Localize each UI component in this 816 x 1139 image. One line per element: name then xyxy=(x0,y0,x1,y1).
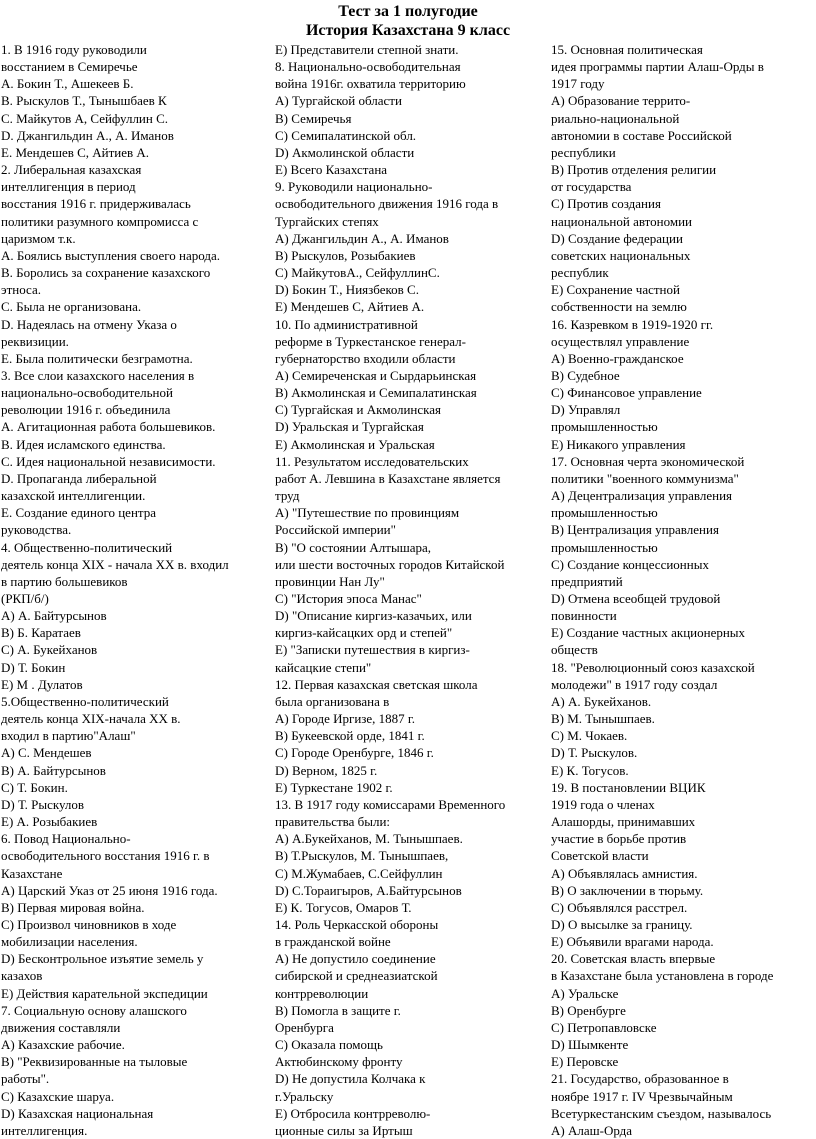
text-line: A) Городе Иргизе, 1887 г. xyxy=(275,711,416,727)
page-title: Тест за 1 полугодие xyxy=(338,3,478,20)
text-line: повинности xyxy=(551,608,617,624)
text-line: восстания 1916 г. придерживалась xyxy=(1,196,191,212)
text-line: E) А. Розыбакиев xyxy=(1,814,98,830)
text-line: 8. Национально-освободительная xyxy=(275,59,461,75)
text-line: казахов xyxy=(1,968,43,984)
text-line: 6. Повод Национально- xyxy=(1,831,131,847)
text-line: промышленностью xyxy=(551,539,658,555)
text-line: C. Майкутов А, Сейфуллин С. xyxy=(1,110,169,126)
text-line: собственности на землю xyxy=(551,299,687,315)
text-line: E) Всего Казахстана xyxy=(275,162,388,178)
text-line: Алашорды, принимавших xyxy=(551,814,696,830)
text-line: ционные силы за Иртыш xyxy=(275,1122,413,1138)
text-line: освободительного движения 1916 года в xyxy=(275,196,499,212)
text-line: C) Оказала помощь xyxy=(275,1037,383,1053)
text-line: A) Не допустило соединение xyxy=(275,951,436,967)
text-line: Актюбинскому фронту xyxy=(275,1054,403,1070)
text-line: A) Тургайской области xyxy=(275,93,402,109)
text-line: кайсацкие степи" xyxy=(275,659,372,675)
text-line: D) Шымкенте xyxy=(551,1037,629,1053)
text-line: 12. Первая казахская светская школа xyxy=(275,676,478,692)
text-line: C) Объявлялся расстрел. xyxy=(551,899,688,915)
text-line: B) Первая мировая война. xyxy=(1,899,145,915)
text-line: 15. Основная политическая xyxy=(551,42,703,57)
text-line: A) Царский Указ от 25 июня 1916 года. xyxy=(1,882,218,898)
text-line: B) О заключении в тюрьму. xyxy=(551,882,704,898)
column-right xyxy=(551,41,815,1139)
text-line: D) Уральская и Тургайская xyxy=(275,419,424,435)
text-line: 2. Либеральная казахская xyxy=(1,162,142,178)
text-line: участие в борьбе против xyxy=(551,831,687,847)
text-line: D) "Описание киргиз-казачьих, или xyxy=(275,608,472,624)
text-line: D) О высылке за границу. xyxy=(551,916,693,932)
text-line: советских национальных xyxy=(551,247,691,263)
text-line: A. Бокин Т., Ашекеев Б. xyxy=(1,76,134,92)
text-line: риально-национальной xyxy=(551,110,680,126)
text-line: D) Управлял xyxy=(551,402,621,418)
text-line: Российской империи" xyxy=(275,522,396,538)
column-middle xyxy=(275,41,550,1139)
text-line: этноса. xyxy=(1,282,41,298)
text-line: правительства были: xyxy=(275,814,391,830)
text-line: предприятий xyxy=(551,573,623,589)
text-line: B) Семиречья xyxy=(275,110,352,126)
text-line: осуществлял управление xyxy=(551,333,690,349)
text-line: восстанием в Семиречье xyxy=(1,59,138,75)
text-line: E) Никакого управления xyxy=(551,436,686,452)
text-line: B) "О состоянии Алтышара, xyxy=(275,539,432,555)
text-line: B) Централизация управления xyxy=(551,522,719,538)
text-line: E) М . Дулатов xyxy=(1,676,83,692)
text-line: в гражданской войне xyxy=(275,934,391,950)
text-line: C) Петропавловске xyxy=(551,1019,657,1035)
text-line: 14. Роль Черкасской обороны xyxy=(275,916,439,932)
text-line: 20. Советская власть впервые xyxy=(551,951,716,967)
text-line: D) Отмена всеобщей трудовой xyxy=(551,591,721,606)
text-line: C) Казахские шаруа. xyxy=(1,1088,115,1104)
text-line: работ А. Левшина в Казахстане является xyxy=(275,470,501,486)
text-line: 16. Казревком в 1919-1920 гг. xyxy=(551,316,714,332)
text-line: руководства. xyxy=(1,522,72,538)
text-line: реформе в Туркестанское генерал- xyxy=(275,333,466,349)
text-line: B) Акмолинская и Семипалатинская xyxy=(275,385,477,401)
text-line: B. Рыскулов Т., Тынышбаев К xyxy=(1,93,167,109)
text-line: E) Акмолинская и Уральская xyxy=(275,436,435,452)
text-line: D) Бесконтрольное изъятие земель у xyxy=(1,951,204,967)
text-line: 7. Социальную основу алашского xyxy=(1,1002,187,1018)
text-line: D) Верном, 1825 г. xyxy=(275,762,378,778)
text-line: 1919 года о членах xyxy=(551,796,655,812)
text-line: киргиз-кайсацких орд и степей" xyxy=(275,625,453,641)
text-line: A) Казахские рабочие. xyxy=(1,1037,125,1053)
text-line: D) Бокин Т., Ниязбеков С. xyxy=(275,282,419,298)
text-line: A) Семиреченская и Сырдарьинская xyxy=(275,367,477,383)
text-line: B) А. Байтурсынов xyxy=(1,762,106,778)
text-line: E) Объявили врагами народа. xyxy=(551,934,714,950)
text-line: в Казахстане была установлена в городе xyxy=(551,968,774,984)
text-line: освободительного восстания 1916 г. в xyxy=(1,848,210,864)
text-line: деятель конца XIX - начала XX в. входил xyxy=(1,556,229,572)
text-line: B) Т.Рыскулов, М. Тынышпаев, xyxy=(275,848,449,864)
text-line: C) Финансовое управление xyxy=(551,385,702,401)
text-line: революции 1916 г. объединила xyxy=(1,402,171,418)
text-line: D) Т. Рыскулов xyxy=(1,796,85,812)
text-line: E) Туркестане 1902 г. xyxy=(275,779,393,795)
text-line: 10. По административной xyxy=(275,316,418,332)
text-line: E) Представители степной знати. xyxy=(275,42,459,57)
text-line: интеллигенция в период xyxy=(1,179,136,195)
text-line: D) Казахская национальная xyxy=(1,1105,154,1121)
text-line: Казахстане xyxy=(1,865,63,881)
text-line: A) Джангильдин А., А. Иманов xyxy=(275,230,449,246)
text-line: A) А. Букейханов. xyxy=(551,693,652,709)
text-line: D. Пропаганда либеральной xyxy=(1,470,157,486)
text-line: C) М.Жумабаев, С.Сейфуллин xyxy=(275,865,443,881)
text-line: E) К. Тогусов. xyxy=(551,762,629,778)
text-line: A) "Путешествие по провинциям xyxy=(275,505,460,521)
text-line: E) Действия карательной экспедиции xyxy=(1,985,208,1001)
text-line: идея программы партии Алаш-Орды в xyxy=(551,59,764,75)
text-line: г.Уральску xyxy=(275,1088,334,1104)
page-subtitle: История Казахстана 9 класс xyxy=(305,22,511,39)
text-line: A) Децентрализация управления xyxy=(551,488,733,504)
text-line: 1. В 1916 году руководили xyxy=(1,42,147,57)
text-line: B) М. Тынышпаев. xyxy=(551,711,655,727)
text-line: E. Мендешев С, Айтиев А. xyxy=(1,144,150,160)
text-line: E) "Записки путешествия в киргиз- xyxy=(275,642,470,658)
text-line: D) Не допустила Колчака к xyxy=(275,1071,426,1087)
text-line: E) Сохранение частной xyxy=(551,282,680,298)
text-line: Советской власти xyxy=(551,848,649,864)
text-line: промышленностью xyxy=(551,505,658,521)
text-line: B) Оренбурге xyxy=(551,1002,626,1018)
text-line: работы". xyxy=(1,1071,50,1087)
text-line: Оренбурга xyxy=(275,1019,334,1035)
text-line: D) Т. Бокин xyxy=(1,659,66,675)
text-line: C) Т. Бокин. xyxy=(1,779,68,795)
text-line: промышленностью xyxy=(551,419,658,435)
text-line: C) Тургайская и Акмолинская xyxy=(275,402,441,418)
text-line: политики "военного коммунизма" xyxy=(551,470,739,486)
text-line: C) Семипалатинской обл. xyxy=(275,127,417,143)
text-line: провинции Нан Лу" xyxy=(275,573,385,589)
text-line: E) Перовске xyxy=(551,1054,619,1070)
text-line: D) Акмолинской области xyxy=(275,144,415,160)
text-line: 3. Все слои казахского населения в xyxy=(1,367,195,383)
text-line: D) С.Тораигыров, А.Байтурсынов xyxy=(275,882,462,898)
text-line: молодежи" в 1917 году создал xyxy=(551,676,718,692)
text-line: мобилизации населения. xyxy=(1,934,138,950)
text-line: E) К. Тогусов, Омаров Т. xyxy=(275,899,412,915)
text-line: автономии в составе Российской xyxy=(551,127,732,143)
text-line: B) Судебное xyxy=(551,367,620,383)
text-line: царизмом т.к. xyxy=(1,230,76,246)
text-line: A) Уральске xyxy=(551,985,619,1001)
text-line: E) Создание частных акционерных xyxy=(551,625,746,641)
text-line: D) Т. Рыскулов. xyxy=(551,745,638,761)
text-line: A) Алаш-Орда xyxy=(551,1122,633,1138)
text-line: национально-освободительной xyxy=(1,385,173,401)
text-line: B) Рыскулов, Розыбакиев xyxy=(275,247,416,263)
text-line: интеллигенция. xyxy=(1,1122,88,1138)
text-line: была организована в xyxy=(275,693,390,709)
text-line: D. Джангильдин А., А. Иманов xyxy=(1,127,174,143)
text-line: A. Агитационная работа большевиков. xyxy=(1,419,216,435)
text-line: республики xyxy=(551,144,616,160)
text-line: 1917 году xyxy=(551,76,605,92)
text-line: 18. "Революционный союз казахской xyxy=(551,659,755,675)
text-line: C) Против создания xyxy=(551,196,661,212)
text-line: E) Мендешев С, Айтиев А. xyxy=(275,299,425,315)
text-line: 21. Государство, образованное в xyxy=(551,1071,729,1087)
text-line: A) А. Байтурсынов xyxy=(1,608,107,624)
text-line: контрреволюции xyxy=(275,985,369,1001)
text-line: A) Образование террито- xyxy=(551,93,691,109)
text-line: A) Объявлялась амнистия. xyxy=(551,865,698,881)
text-line: C) МайкутовА., СейфуллинС. xyxy=(275,265,440,281)
text-line: B. Боролись за сохранение казахского xyxy=(1,265,211,281)
text-line: B) Букеевской орде, 1841 г. xyxy=(275,728,425,744)
text-line: A) Военно-гражданское xyxy=(551,350,684,366)
text-line: труд xyxy=(275,488,300,504)
text-line: C. Идея национальной независимости. xyxy=(1,453,216,469)
text-line: C) Произвол чиновников в ходе xyxy=(1,916,177,932)
text-line: 13. В 1917 году комиссарами Временного xyxy=(275,796,506,812)
text-line: C) Городе Оренбурге, 1846 г. xyxy=(275,745,434,761)
text-line: республик xyxy=(551,265,609,281)
text-line: 17. Основная черта экономической xyxy=(551,453,745,469)
text-line: политики разумного компромисса с xyxy=(1,213,199,229)
text-line: B. Идея исламского единства. xyxy=(1,436,166,452)
text-line: C. Была не организована. xyxy=(1,299,142,315)
text-line: в партию большевиков xyxy=(1,573,128,589)
text-line: ноябре 1917 г. IV Чрезвычайным xyxy=(551,1088,733,1104)
text-line: C) М. Чокаев. xyxy=(551,728,628,744)
text-line: C) "История эпоса Манас" xyxy=(275,591,422,606)
text-line: C) А. Букейханов xyxy=(1,642,98,658)
text-line: B) Помогла в защите г. xyxy=(275,1002,401,1018)
text-line: B) Б. Каратаев xyxy=(1,625,81,641)
text-line: 19. В постановлении ВЦИК xyxy=(551,779,706,795)
text-line: 11. Результатом исследовательских xyxy=(275,453,469,469)
text-line: от государства xyxy=(551,179,632,195)
text-line: E. Была политически безграмотна. xyxy=(1,350,193,366)
text-line: E) Отбросила контрреволю- xyxy=(275,1105,431,1121)
column-left xyxy=(1,41,271,1139)
text-line: реквизиции. xyxy=(1,333,69,349)
text-line: Тургайских степях xyxy=(275,213,379,229)
text-line: C) Создание концессионных xyxy=(551,556,709,572)
text-line: входил в партию"Алаш" xyxy=(1,728,136,744)
text-line: Всетуркестанским съездом, называлось xyxy=(551,1105,772,1121)
text-line: движения составляли xyxy=(1,1019,121,1035)
text-line: A. Боялись выступления своего народа. xyxy=(1,247,220,263)
text-line: B) "Реквизированные на тыловые xyxy=(1,1054,188,1070)
text-line: 5.Общественно-политический xyxy=(1,693,169,709)
text-line: D) Создание федерации xyxy=(551,230,683,246)
text-line: A) С. Мендешев xyxy=(1,745,92,761)
text-line: D. Надеялась на отмену Указа о xyxy=(1,316,177,332)
text-line: казахской интеллигенции. xyxy=(1,488,146,504)
text-line: губернаторство входили области xyxy=(275,350,456,366)
text-line: или шести восточных городов Китайской xyxy=(275,556,505,572)
text-line: война 1916г. охватила территорию xyxy=(275,76,466,92)
text-line: национальной автономии xyxy=(551,213,693,229)
text-line: сибирской и среднеазиатской xyxy=(275,968,438,984)
text-line: деятель конца XIX-начала XX в. xyxy=(1,711,181,727)
text-line: B) Против отделения религии xyxy=(551,162,717,178)
text-line: (РКП/б/) xyxy=(1,591,49,606)
text-line: 4. Общественно-политический xyxy=(1,539,173,555)
text-line: обществ xyxy=(551,642,598,658)
text-line: E. Создание единого центра xyxy=(1,505,157,521)
text-line: 9. Руководили национально- xyxy=(275,179,433,195)
text-line: A) А.Букейханов, М. Тынышпаев. xyxy=(275,831,463,847)
